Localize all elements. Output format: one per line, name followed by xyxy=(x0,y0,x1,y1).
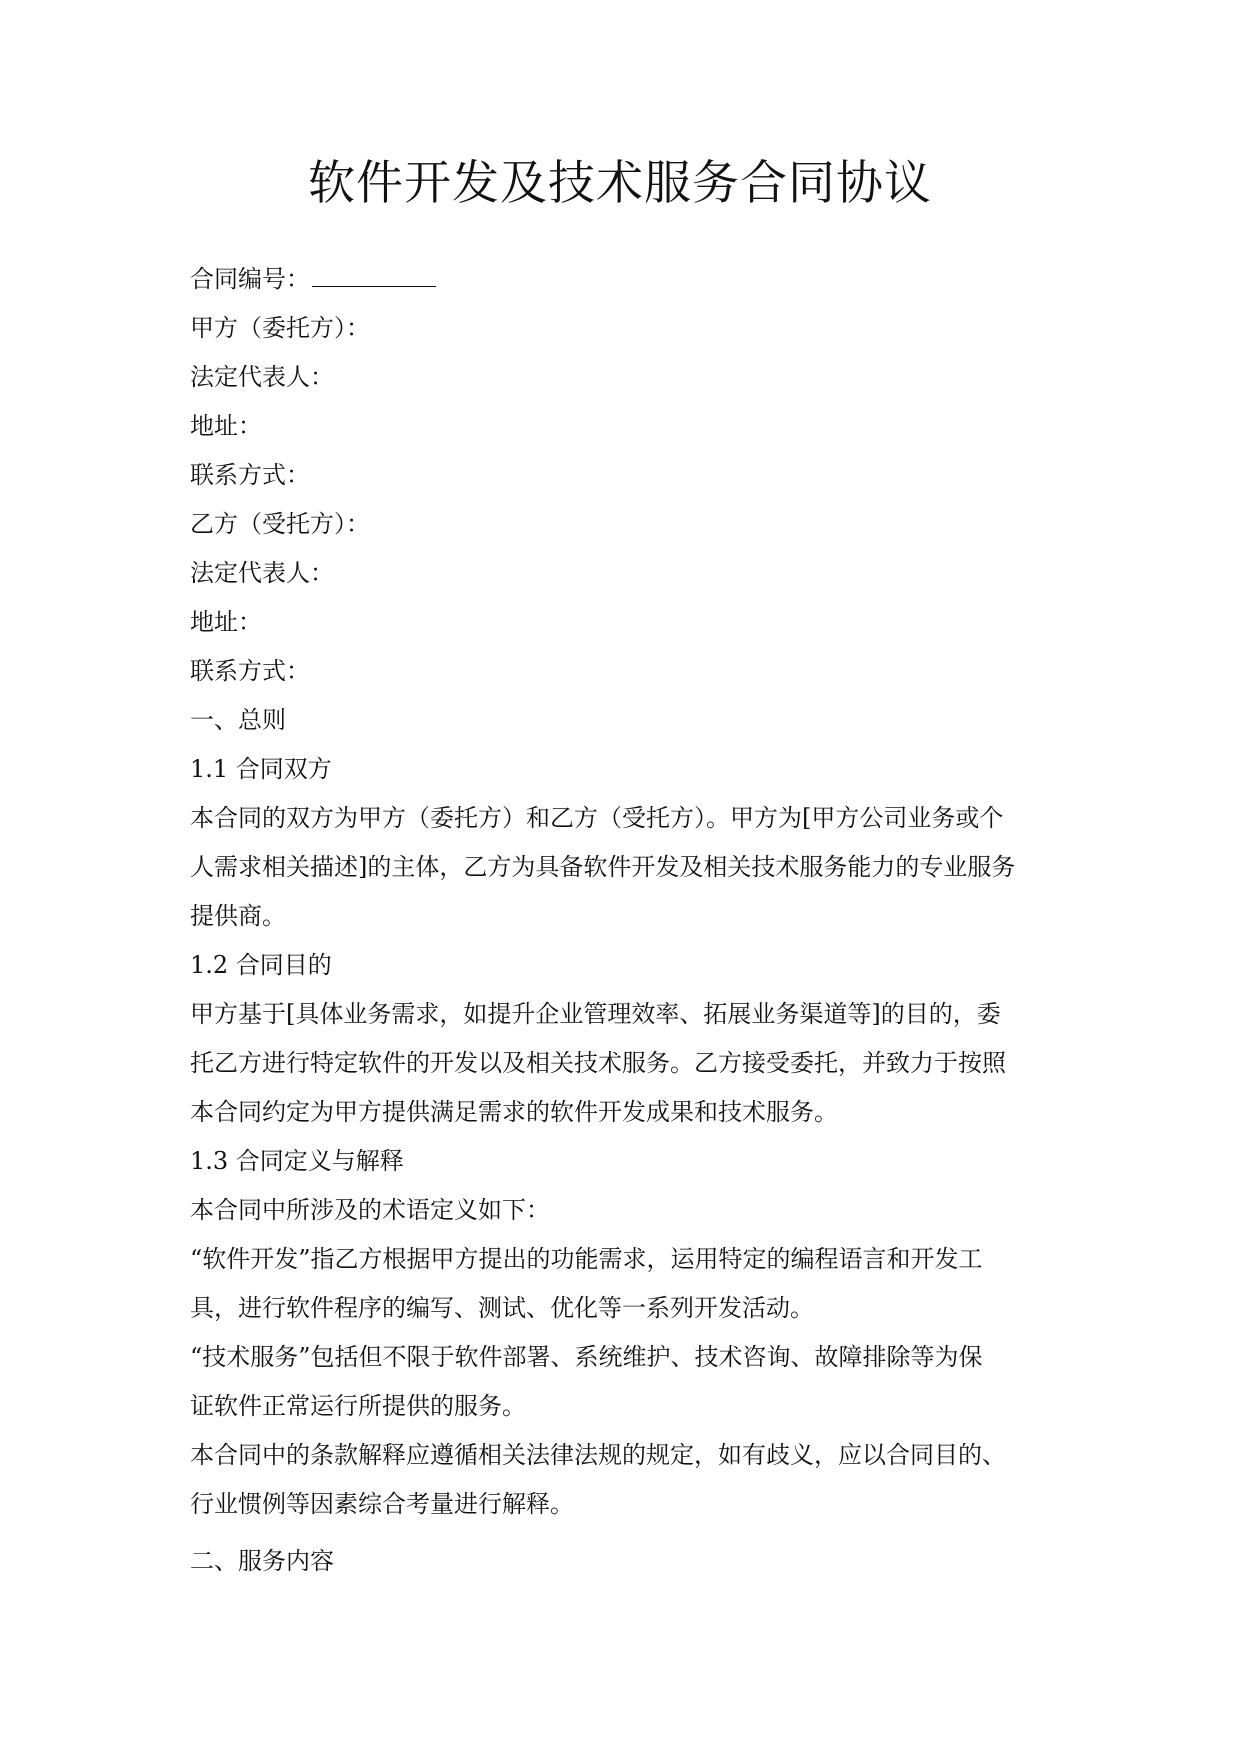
paragraph-line: 本合同中的条款解释应遵循相关法律法规的规定，如有歧义，应以合同目的、 xyxy=(190,1441,1006,1469)
section-spacer xyxy=(190,1529,1058,1537)
party-a-address-line: 地址： xyxy=(190,412,262,440)
paragraph-line: 托乙方进行特定软件的开发以及相关技术服务。乙方接受委托，并致力于按照 xyxy=(190,1049,1006,1077)
party-a-line: 甲方（委托方）： xyxy=(190,314,370,342)
paragraph-line: 证软件正常运行所提供的服务。 xyxy=(190,1392,526,1420)
paragraph-line: 行业惯例等因素综合考量进行解释。 xyxy=(190,1490,574,1518)
party-a-contact-line: 联系方式： xyxy=(190,461,310,489)
party-b-contact-line: 联系方式： xyxy=(190,657,310,685)
paragraph-line: 甲方基于[具体业务需求，如提升企业管理效率、拓展业务渠道等]的目的，委 xyxy=(190,1000,1001,1028)
paragraph-line: 本合同的双方为甲方（委托方）和乙方（受托方）。甲方为[甲方公司业务或个 xyxy=(190,804,1004,832)
contract-number-label: 合同编号： xyxy=(190,265,310,293)
paragraph-line: 具，进行软件程序的编写、测试、优化等一系列开发活动。 xyxy=(190,1294,814,1322)
party-b-representative-line: 法定代表人： xyxy=(190,559,334,587)
paragraph-line: “软件开发”指乙方根据甲方提出的功能需求，运用特定的编程语言和开发工 xyxy=(190,1245,983,1273)
paragraph-line: 本合同约定为甲方提供满足需求的软件开发成果和技术服务。 xyxy=(190,1098,838,1126)
section-heading-general: 一、总则 xyxy=(190,706,286,734)
paragraph-line: 本合同中所涉及的术语定义如下： xyxy=(190,1196,550,1224)
subsection-heading-1-2: 1.2 合同目的 xyxy=(190,951,332,979)
paragraph-line: “技术服务”包括但不限于软件部署、系统维护、技术咨询、故障排除等为保 xyxy=(190,1343,983,1371)
party-b-address-line: 地址： xyxy=(190,608,262,636)
contract-number-blank xyxy=(312,268,436,287)
party-a-representative-line: 法定代表人： xyxy=(190,363,334,391)
paragraph-line: 提供商。 xyxy=(190,902,286,930)
document-body xyxy=(190,255,1058,1586)
paragraph-line: 人需求相关描述]的主体，乙方为具备软件开发及相关技术服务能力的专业服务 xyxy=(190,853,1016,881)
subsection-heading-1-1: 1.1 合同双方 xyxy=(190,755,332,783)
contract-number-line xyxy=(190,255,1058,304)
subsection-heading-1-3: 1.3 合同定义与解释 xyxy=(190,1147,404,1175)
party-b-line: 乙方（受托方）： xyxy=(190,510,370,538)
document-title: 软件开发及技术服务合同协议 xyxy=(308,156,932,211)
section-heading-services: 二、服务内容 xyxy=(190,1547,334,1575)
